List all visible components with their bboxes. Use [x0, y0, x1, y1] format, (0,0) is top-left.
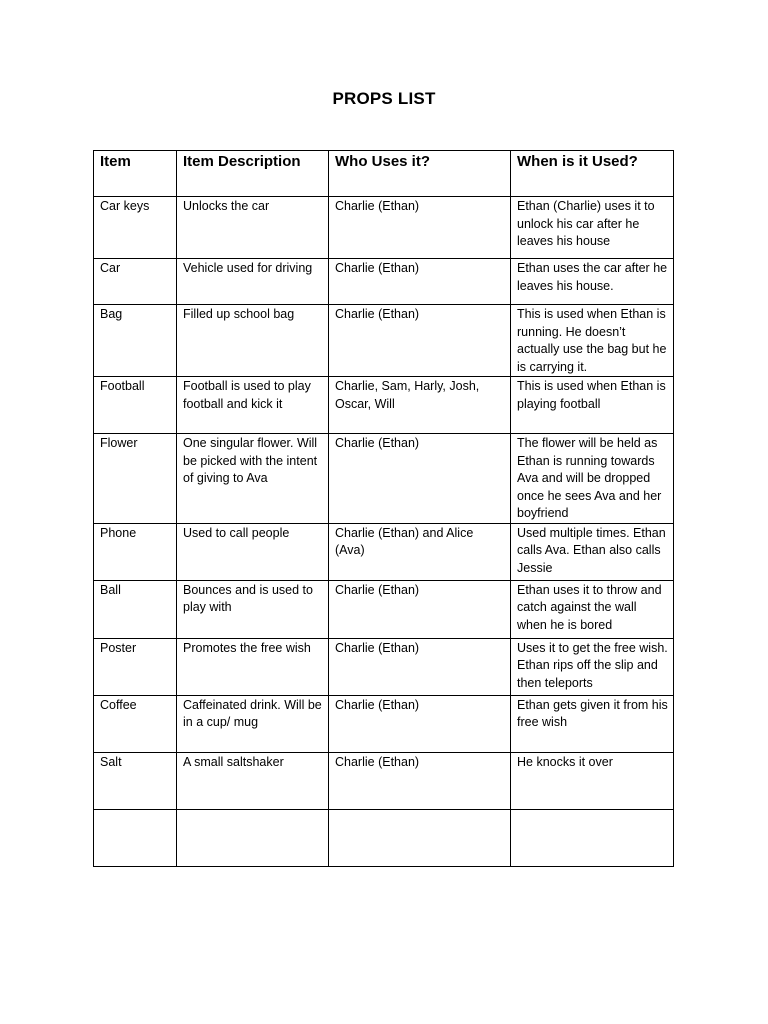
cell-description: One singular flower. Will be picked with the intent of giving to Ava [177, 434, 329, 524]
cell-item: Bag [94, 305, 177, 377]
cell-who: Charlie (Ethan) [329, 259, 511, 305]
cell-when: This is used when Ethan is running. He doesn’t actually use the bag but he is carrying it. [511, 305, 674, 377]
cell-when: Used multiple times. Ethan calls Ava. Ethan also calls Jessie [511, 523, 674, 580]
table-row [94, 638, 674, 695]
table-row [94, 434, 674, 524]
cell-description: Caffeinated drink. Will be in a cup/ mug [177, 695, 329, 752]
cell-who: Charlie (Ethan) [329, 695, 511, 752]
cell-item: Flower [94, 434, 177, 524]
cell-who: Charlie (Ethan) [329, 752, 511, 809]
cell-who: Charlie (Ethan) [329, 434, 511, 524]
cell-who: Charlie (Ethan) [329, 197, 511, 259]
cell-when: He knocks it over [511, 752, 674, 809]
cell-when: Ethan uses the car after he leaves his house. [511, 259, 674, 305]
cell-item: Football [94, 377, 177, 434]
cell-item: Car [94, 259, 177, 305]
cell-item: Coffee [94, 695, 177, 752]
cell-description: Football is used to play football and kick it [177, 377, 329, 434]
cell-description: Unlocks the car [177, 197, 329, 259]
cell-description: Promotes the free wish [177, 638, 329, 695]
header-item-description: Item Description [177, 151, 329, 197]
cell-who: Charlie (Ethan) and Alice (Ava) [329, 523, 511, 580]
table-row [94, 580, 674, 638]
table-row [94, 523, 674, 580]
cell-when: Ethan (Charlie) uses it to unlock his car after he leaves his house [511, 197, 674, 259]
cell-who: Charlie (Ethan) [329, 638, 511, 695]
table-row [94, 377, 674, 434]
table-row [94, 752, 674, 809]
cell-who: Charlie (Ethan) [329, 305, 511, 377]
table-header-row [94, 151, 674, 197]
table-row-empty [94, 809, 674, 866]
cell-item: Ball [94, 580, 177, 638]
cell-who: Charlie, Sam, Harly, Josh, Oscar, Will [329, 377, 511, 434]
cell-description: Used to call people [177, 523, 329, 580]
cell-item: Salt [94, 752, 177, 809]
header-who-uses-it: Who Uses it? [329, 151, 511, 197]
props-table [93, 150, 674, 867]
cell-item: Poster [94, 638, 177, 695]
cell-item: Phone [94, 523, 177, 580]
header-item: Item [94, 151, 177, 197]
cell-description: Filled up school bag [177, 305, 329, 377]
cell-when: The flower will be held as Ethan is running towards Ava and will be dropped once he sees Ava and her boyfriend [511, 434, 674, 524]
cell-description: A small saltshaker [177, 752, 329, 809]
cell-description: Bounces and is used to play with [177, 580, 329, 638]
page-title: PROPS LIST [332, 89, 436, 108]
cell-description: Vehicle used for driving [177, 259, 329, 305]
cell-description [177, 809, 329, 866]
cell-when: Uses it to get the free wish. Ethan rips off the slip and then teleports [511, 638, 674, 695]
table-row [94, 695, 674, 752]
table-row [94, 259, 674, 305]
table-row [94, 197, 674, 259]
cell-when: Ethan gets given it from his free wish [511, 695, 674, 752]
cell-item: Car keys [94, 197, 177, 259]
cell-when [511, 809, 674, 866]
cell-who: Charlie (Ethan) [329, 580, 511, 638]
header-when-is-it-used: When is it Used? [511, 151, 674, 197]
table-row [94, 305, 674, 377]
cell-when: Ethan uses it to throw and catch against the wall when he is bored [511, 580, 674, 638]
cell-who [329, 809, 511, 866]
cell-when: This is used when Ethan is playing football [511, 377, 674, 434]
cell-item [94, 809, 177, 866]
